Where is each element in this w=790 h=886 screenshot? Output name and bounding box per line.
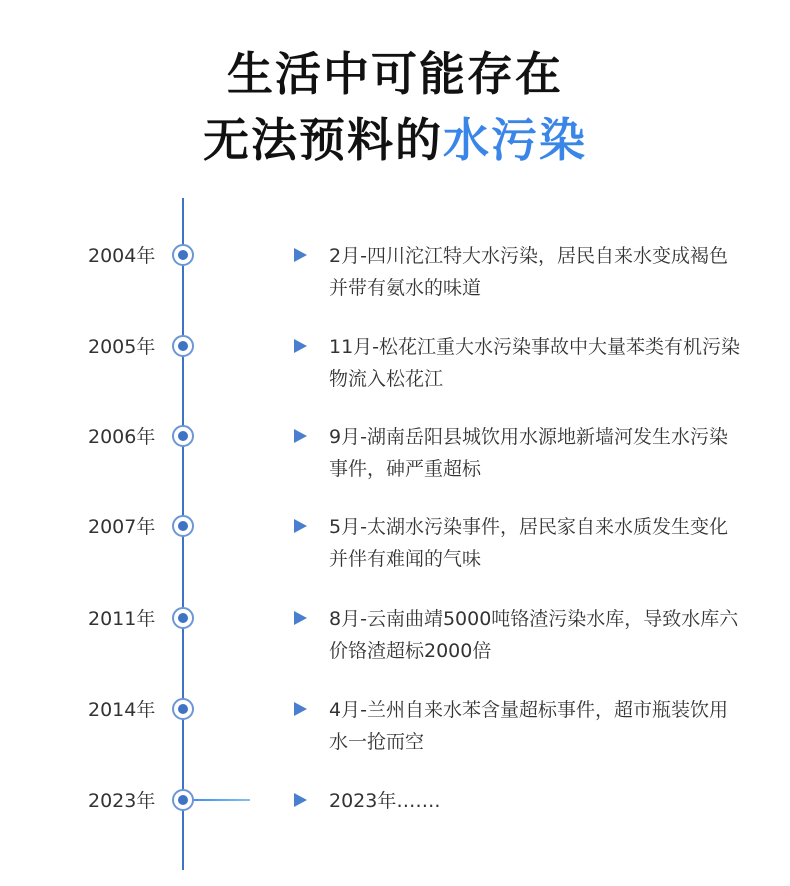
- timeline-dot-icon: [172, 515, 194, 537]
- triangle-arrow-icon: [294, 793, 307, 807]
- title-accent: 水污染: [443, 113, 587, 167]
- event-year: 2004年: [88, 245, 156, 267]
- event-description: 5月-太湖水污染事件，居民家自来水质发生变化并伴有难闻的气味: [329, 516, 728, 570]
- timeline-entry: [0, 699, 790, 769]
- event-year: 2005年: [88, 336, 156, 358]
- event-year: 2023年: [88, 790, 156, 812]
- page-title-line2: [0, 104, 790, 170]
- event-description: 8月-云南曲靖5000吨铬渣污染水库，导致水库六价铬渣超标2000倍: [329, 608, 739, 662]
- timeline-dot-icon: [172, 335, 194, 357]
- triangle-arrow-icon: [294, 611, 307, 625]
- event-year: 2011年: [88, 608, 156, 630]
- timeline-dot-icon: [172, 425, 194, 447]
- triangle-arrow-icon: [294, 339, 307, 353]
- timeline-entry: [0, 790, 790, 860]
- event-description: 2023年…….: [329, 790, 441, 812]
- timeline-entry: [0, 245, 790, 315]
- triangle-arrow-icon: [294, 519, 307, 533]
- timeline-dot-icon: [172, 789, 194, 811]
- event-year: 2006年: [88, 426, 156, 448]
- triangle-arrow-icon: [294, 702, 307, 716]
- event-year: 2014年: [88, 699, 156, 721]
- event-description: 2月-四川沱江特大水污染，居民自来水变成褐色并带有氨水的味道: [329, 245, 728, 299]
- triangle-arrow-icon: [294, 429, 307, 443]
- page-title-line1: 生活中可能存在: [227, 47, 563, 101]
- triangle-arrow-icon: [294, 248, 307, 262]
- event-description: 11月-松花江重大水污染事故中大量苯类有机污染物流入松花江: [329, 336, 741, 390]
- timeline-dot-icon: [172, 698, 194, 720]
- event-description: 4月-兰州自来水苯含量超标事件，超市瓶装饮用水一抢而空: [329, 699, 728, 753]
- timeline-dot-icon: [172, 607, 194, 629]
- title-prefix: 无法预料的: [203, 113, 443, 167]
- event-description: 9月-湖南岳阳县城饮用水源地新墙河发生水污染事件，砷严重超标: [329, 426, 728, 480]
- timeline-dot-icon: [172, 244, 194, 266]
- timeline-entry: [0, 336, 790, 406]
- timeline-entry: [0, 516, 790, 586]
- timeline-entry: [0, 608, 790, 678]
- event-year: 2007年: [88, 516, 156, 538]
- timeline-entry: [0, 426, 790, 496]
